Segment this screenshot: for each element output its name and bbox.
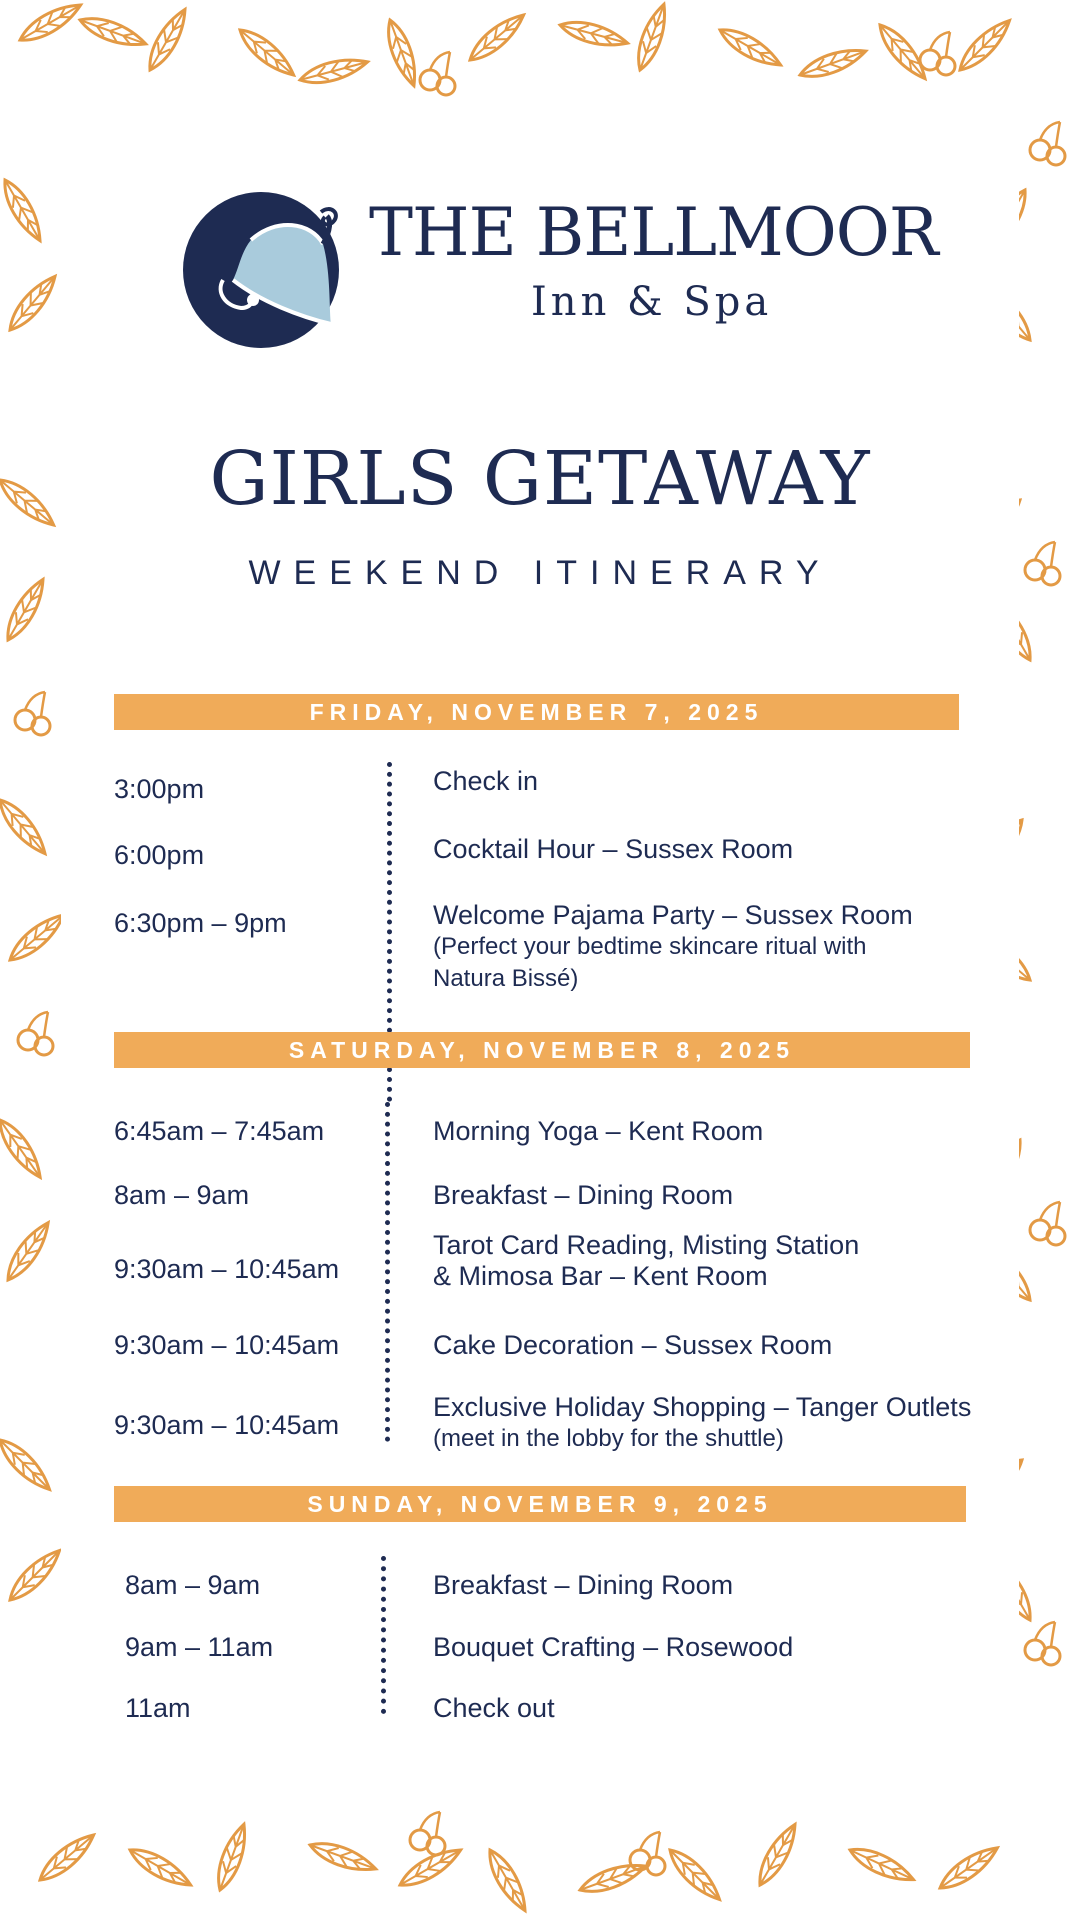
item-note: (Perfect your bedtime skincare ritual with (433, 933, 867, 961)
item-time: 8am – 9am (125, 1570, 261, 1600)
day-header-saturday: SATURDAY, NOVEMBER 8, 2025 (114, 1032, 970, 1068)
item-time: 3:00pm (114, 774, 205, 804)
event-title: GIRLS GETAWAY (209, 436, 871, 522)
timeline-divider (381, 1556, 386, 1714)
item-time: 6:00pm (114, 840, 205, 870)
item-event: Bouquet Crafting – Rosewood (433, 1632, 794, 1662)
item-time: 6:45am – 7:45am (114, 1116, 325, 1146)
item-event-line2: & Mimosa Bar – Kent Room (433, 1261, 768, 1292)
item-event: Breakfast – Dining Room (433, 1180, 734, 1210)
item-event: Check in (433, 766, 539, 796)
item-event: Exclusive Holiday Shopping – Tanger Outlets (433, 1392, 972, 1422)
bell-icon (181, 182, 351, 352)
item-event-group (433, 900, 913, 996)
item-time: 9:30am – 10:45am (114, 1330, 340, 1360)
day-header-sunday: SUNDAY, NOVEMBER 9, 2025 (114, 1486, 966, 1522)
itinerary-card (61, 110, 1019, 1810)
event-subtitle: WEEKEND ITINERARY (248, 554, 832, 592)
item-time: 11am (125, 1693, 191, 1723)
item-event-group (433, 1392, 971, 1455)
item-note: Natura Bissé) (433, 965, 579, 993)
item-event: Welcome Pajama Party – Sussex Room (433, 900, 913, 930)
timeline-divider (385, 1102, 390, 1442)
item-event: Cocktail Hour – Sussex Room (433, 834, 794, 864)
item-event: Cake Decoration – Sussex Room (433, 1330, 833, 1360)
brand-name: THE BELLMOOR (369, 194, 938, 271)
item-event: Morning Yoga – Kent Room (433, 1116, 764, 1146)
brand-subtitle: Inn & Spa (531, 279, 773, 325)
item-note: (meet in the lobby for the shuttle) (433, 1425, 784, 1453)
item-time: 6:30pm – 9pm (114, 908, 287, 938)
item-time: 9:30am – 10:45am (114, 1410, 340, 1440)
item-event: Breakfast – Dining Room (433, 1570, 734, 1600)
item-time: 9:30am – 10:45am (114, 1254, 340, 1284)
item-time: 9am – 11am (125, 1632, 274, 1662)
item-event-group (433, 1230, 859, 1292)
day-header-friday: FRIDAY, NOVEMBER 7, 2025 (114, 694, 959, 730)
item-event: Check out (433, 1693, 555, 1723)
item-time: 8am – 9am (114, 1180, 250, 1210)
item-event: Tarot Card Reading, Misting Station (433, 1230, 860, 1260)
